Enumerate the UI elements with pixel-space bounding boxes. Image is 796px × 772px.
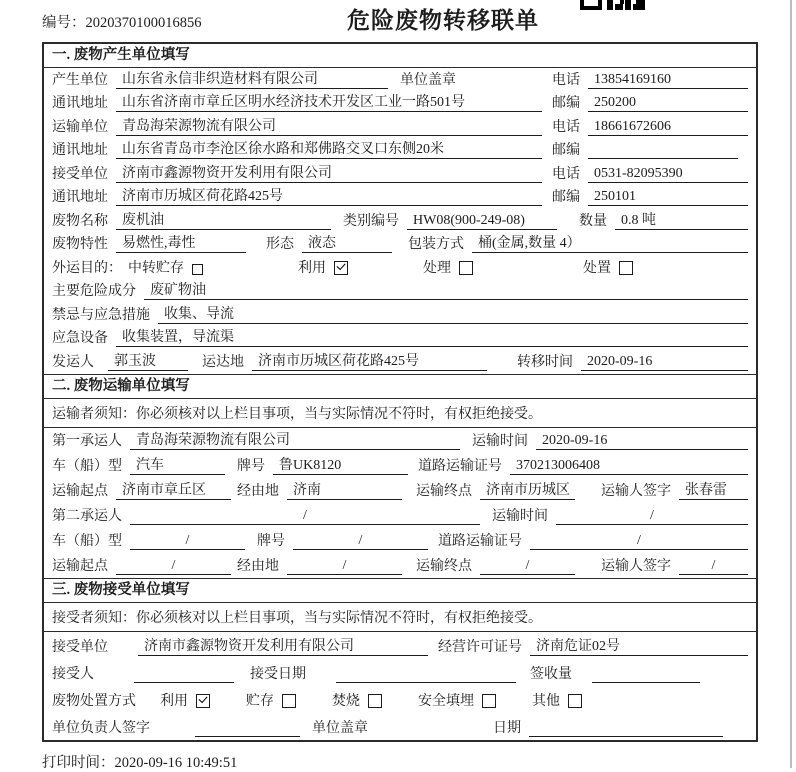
checkbox-landfill[interactable] (482, 694, 496, 708)
terminus-value: / (480, 557, 575, 575)
receiver-unit-label: 接受单位 (52, 166, 108, 182)
print-time-label: 打印时间： (42, 755, 115, 771)
via-label: 经由地 (237, 558, 279, 574)
date-label: 日期 (493, 720, 521, 736)
form-table (42, 42, 758, 742)
row-purpose (44, 256, 756, 280)
carrier-sign-value: / (679, 557, 748, 575)
producer-unit-label: 产生单位 (52, 72, 108, 88)
origin-label: 运输起点 (52, 558, 108, 574)
transport-unit-value: 青岛海荣源物流有限公司 (116, 118, 542, 136)
receiving-unit-label: 接受单位 (52, 639, 108, 655)
row-transporter-notice (44, 399, 756, 428)
sender-value: 郭玉波 (108, 353, 188, 371)
address-label: 通讯地址 (52, 143, 108, 158)
zip-value (588, 142, 738, 159)
taboo-label: 禁忌与应急措施 (52, 307, 150, 323)
terminus-label: 运输终点 (416, 558, 472, 574)
chief-sign-value (195, 720, 300, 737)
checkbox-treat[interactable] (459, 261, 473, 275)
taboo-value: 收集、导流 (158, 306, 748, 324)
receiver-notice-text: 接受者须知：你必须核对以上栏目事项，当与实际情况不符时，有权拒绝接受。 (52, 610, 542, 626)
row-first-carrier (44, 428, 756, 453)
date-value (529, 720, 723, 737)
address-label: 通讯地址 (52, 190, 108, 205)
carrier2-label: 第二承运人 (52, 508, 122, 524)
equipment-value: 收集装置，导流渠 (116, 329, 748, 347)
row-receiving-person (44, 659, 756, 686)
property-label: 废物特性 (52, 237, 108, 252)
transfer-time-label: 转移时间 (517, 354, 573, 370)
checkbox-dispose[interactable] (619, 261, 633, 275)
row-disposal-method (44, 686, 756, 713)
checkbox-landfill-label: 安全填埋 (418, 693, 474, 709)
checkbox-treat-label: 处理 (423, 260, 451, 276)
phone-value: 18661672606 (588, 118, 748, 136)
section-transporter (44, 374, 756, 578)
plate-label: 牌号 (257, 533, 285, 549)
address-value: 济南市历城区荷花路425号 (116, 188, 542, 206)
hazard-label: 主要危险成分 (52, 284, 136, 299)
section-producer (44, 44, 756, 374)
category-value: HW08(900-249-08) (407, 212, 557, 230)
row-waste-property (44, 233, 756, 257)
section-producer-heading: 一. 废物产生单位填写 (44, 44, 756, 68)
row-waste-name (44, 209, 756, 233)
phone-label: 电话 (552, 119, 580, 135)
zip-label: 邮编 (552, 143, 580, 158)
carrier1-value: 青岛海荣源物流有限公司 (130, 432, 460, 450)
row-transport-unit (44, 115, 756, 139)
section-receiver-heading: 三. 废物接受单位填写 (44, 579, 756, 603)
row-producer-unit (44, 68, 756, 92)
print-time-value: 2020-09-16 10:49:51 (114, 755, 238, 771)
disposal-method-label: 废物处置方式 (52, 693, 136, 709)
transport-time-label: 运输时间 (492, 508, 548, 524)
row-chief-signature (44, 713, 756, 740)
vehicle-type-value: 汽车 (130, 457, 225, 475)
quantity-value: 0.8 吨 (615, 212, 748, 230)
zip-label: 邮编 (552, 190, 580, 205)
checkbox-dispose-label: 处置 (583, 260, 611, 276)
packing-value: 桶(金属,数量 4） (472, 235, 748, 253)
license-label: 经营许可证号 (438, 639, 522, 655)
carrier-sign-label: 运输人签字 (601, 483, 671, 499)
row-route-1 (44, 478, 756, 503)
zip-value: 250101 (588, 188, 748, 206)
row-second-carrier (44, 503, 756, 528)
sender-label: 发运人 (52, 354, 94, 370)
row-hazard-component (44, 280, 756, 304)
checkbox-use[interactable] (196, 694, 210, 708)
state-label: 形态 (266, 237, 294, 252)
transport-unit-label: 运输单位 (52, 119, 108, 135)
phone-label: 电话 (552, 72, 580, 88)
zip-label: 邮编 (552, 96, 580, 111)
receive-date-label: 接受日期 (250, 666, 306, 682)
receiver-unit-value: 济南市鑫源物资开发利用有限公司 (116, 165, 542, 183)
unit-seal-label: 单位盖章 (400, 72, 456, 88)
serial-value: 2020370100016856 (85, 15, 202, 31)
equipment-label: 应急设备 (52, 331, 108, 346)
transfer-time-value: 2020-09-16 (581, 353, 748, 371)
carrier-sign-value: 张春雷 (679, 482, 748, 500)
property-value: 易燃性,毒性 (116, 235, 246, 253)
row-vehicle-2 (44, 528, 756, 553)
page-title: 危险废物转移联单 (347, 8, 539, 33)
row-producer-address (44, 92, 756, 116)
checkbox-other[interactable] (568, 694, 582, 708)
section-receiver (44, 578, 756, 740)
row-emergency-equipment (44, 327, 756, 351)
phone-label: 电话 (552, 166, 580, 182)
packing-label: 包装方式 (408, 237, 464, 252)
checkbox-use-label: 利用 (298, 260, 326, 276)
chief-sign-label: 单位负责人签字 (52, 720, 150, 736)
checkbox-use[interactable] (334, 261, 348, 275)
waste-name-label: 废物名称 (52, 213, 108, 229)
row-vehicle-1 (44, 453, 756, 478)
row-receiver-address (44, 186, 756, 210)
plate-label: 牌号 (237, 458, 265, 474)
checkbox-store[interactable] (282, 694, 296, 708)
receiving-unit-value: 济南市鑫源物资开发利用有限公司 (138, 638, 428, 656)
category-label: 类别编号 (343, 213, 399, 229)
waste-name-value: 废机油 (116, 212, 331, 230)
origin-label: 运输起点 (52, 483, 108, 499)
destination-label: 运达地 (202, 354, 244, 370)
page-edge-line (790, 0, 792, 768)
row-sender (44, 350, 756, 374)
origin-value: 济南市章丘区 (116, 482, 231, 500)
row-taboo-measures (44, 303, 756, 327)
state-value: 液态 (302, 235, 392, 253)
producer-unit-value: 山东省永信非织造材料有限公司 (116, 71, 388, 89)
via-label: 经由地 (237, 483, 279, 499)
phone-value: 0531-82095390 (588, 165, 748, 183)
checkbox-transfer-label: 中转贮存 (128, 260, 184, 276)
hazard-value: 废矿物油 (144, 282, 748, 300)
signed-quantity-value (592, 666, 700, 683)
row-receiving-unit (44, 632, 756, 659)
origin-value: / (116, 557, 231, 575)
serial-label: 编号： (42, 15, 86, 31)
receiver-person-value (134, 666, 234, 683)
transport-time-value: 2020-09-16 (536, 432, 748, 450)
signed-quantity-label: 签收量 (530, 666, 572, 682)
carrier2-value: / (130, 507, 480, 525)
row-transport-address (44, 139, 756, 163)
plate-value: / (293, 532, 428, 550)
phone-value: 13854169160 (588, 71, 748, 89)
section-transporter-heading: 二. 废物运输单位填写 (44, 375, 756, 399)
plate-value: 鲁UK8120 (273, 457, 408, 475)
qr-code-fragment (580, 0, 646, 11)
terminus-value: 济南市历城区 (480, 482, 575, 500)
road-permit-label: 道路运输证号 (418, 458, 502, 474)
via-value: / (287, 557, 402, 575)
transporter-notice-text: 运输者须知：你必须核对以上栏目事项，当与实际情况不符时，有权拒绝接受。 (52, 406, 542, 422)
receiver-person-label: 接受人 (52, 666, 94, 682)
vehicle-type-value: / (130, 532, 245, 550)
carrier1-label: 第一承运人 (52, 433, 122, 449)
zip-value: 250200 (588, 94, 748, 112)
quantity-label: 数量 (579, 213, 607, 229)
checkbox-store-label: 贮存 (246, 693, 274, 709)
destination-value: 济南市历城区荷花路425号 (252, 353, 487, 371)
address-value: 山东省济南市章丘区明水经济技术开发区工业一路501号 (116, 94, 542, 112)
checkbox-use-label: 利用 (160, 693, 188, 709)
transport-time-label: 运输时间 (472, 433, 528, 449)
row-route-2 (44, 553, 756, 578)
checkbox-burn[interactable] (368, 694, 382, 708)
unit-seal-label: 单位盖章 (312, 720, 368, 736)
address-label: 通讯地址 (52, 96, 108, 111)
carrier-sign-label: 运输人签字 (601, 558, 671, 574)
checkbox-transfer[interactable] (192, 264, 203, 275)
row-receiver-notice (44, 603, 756, 632)
vehicle-type-label: 车（船）型 (52, 458, 122, 474)
address-value: 山东省青岛市李沧区徐水路和郑佛路交叉口东侧20米 (116, 141, 542, 159)
row-receiver-unit (44, 162, 756, 186)
vehicle-type-label: 车（船）型 (52, 533, 122, 549)
checkbox-other-label: 其他 (532, 693, 560, 709)
receive-date-value (336, 666, 516, 683)
road-permit-label: 道路运输证号 (438, 533, 522, 549)
purpose-label: 外运目的： (52, 260, 122, 276)
terminus-label: 运输终点 (416, 483, 472, 499)
via-value: 济南 (287, 482, 402, 500)
transport-time-value: / (556, 507, 748, 525)
license-value: 济南危证02号 (530, 638, 748, 656)
print-time (42, 751, 237, 772)
road-permit-value: / (530, 532, 748, 550)
road-permit-value: 370213006408 (510, 457, 748, 475)
checkbox-burn-label: 焚烧 (332, 693, 360, 709)
